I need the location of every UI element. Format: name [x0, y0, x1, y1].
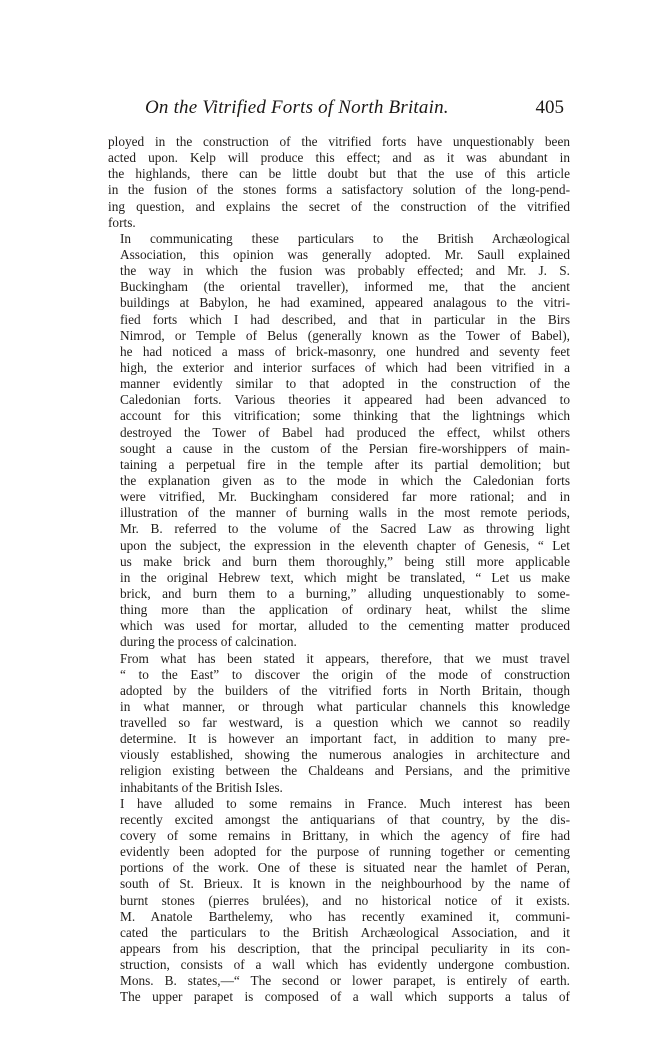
text-line: fied forts which I had described, and that in particular in the Birs	[120, 311, 570, 327]
text-line: buildings at Babylon, he had examined, appeared analagous to the vitri-	[120, 295, 570, 311]
text-line: manner evidently similar to that adopted in the construction of the	[120, 376, 570, 392]
text-line: recently excited amongst the antiquarians of that country, by the dis-	[120, 811, 570, 827]
text-line: illustration of the manner of burning walls in the most remote periods,	[120, 505, 570, 521]
text-line: destroyed the Tower of Babel had produced the effect, whilst others	[120, 424, 570, 440]
text-line: cated the particulars to the British Archæological Association, and it	[120, 924, 570, 940]
text-line: I have alluded to some remains in France. Much interest has been	[120, 795, 570, 811]
running-header	[108, 97, 570, 127]
paragraph-3	[108, 651, 570, 796]
paragraph-2	[108, 231, 570, 651]
text-line: Mr. B. referred to the volume of the Sacred Law as throwing light	[120, 521, 570, 537]
text-line: inhabitants of the British Isles.	[120, 779, 283, 795]
text-line: Nimrod, or Temple of Belus (generally known as the Tower of Babel),	[120, 327, 570, 343]
text-line: which was used for mortar, alluded to the cementing matter produced	[120, 618, 570, 634]
text-line: struction, consists of a wall which has evidently undergone combustion.	[120, 957, 570, 973]
text-line: in the original Hebrew text, which might be translated, “ Let us make	[120, 569, 570, 585]
text-line: Mons. B. states,—“ The second or lower parapet, is entirely of earth.	[120, 973, 570, 989]
text-line: M. Anatole Barthelemy, who has recently examined it, communi-	[120, 908, 570, 924]
body-text	[108, 134, 570, 1005]
text-line: the way in which the fusion was probably effected; and Mr. J. S.	[120, 263, 570, 279]
text-line: burnt stones (pierres brulées), and no historical notice of it exists.	[120, 892, 570, 908]
text-line: viously established, showing the numerous analogies in architecture and	[120, 747, 570, 763]
text-line: brick, and burn them to a burning,” alluding unquestionably to some-	[120, 585, 570, 601]
paragraph-4	[108, 796, 570, 1006]
text-line: acted upon. Kelp will produce this effect; and as it was abundant in	[108, 150, 570, 166]
text-line: the highlands, there can be little doubt but that the use of this article	[108, 166, 570, 182]
text-line: Association, this opinion was generally adopted. Mr. Saull explained	[120, 246, 570, 262]
running-title: On the Vitrified Forts of North Britain.	[145, 97, 449, 118]
text-line: the explanation given as to the mode in which the Caledonian forts	[120, 472, 570, 488]
text-line: travelled so far westward, is a question which we cannot so readily	[120, 715, 570, 731]
text-line: taining a perpetual fire in the temple after its partial demolition; but	[120, 456, 570, 472]
text-line: upon the subject, the expression in the eleventh chapter of Genesis, “ Let	[120, 537, 570, 553]
text-line: religion existing between the Chaldeans and Persians, and the primitive	[120, 763, 570, 779]
text-line: thing more than the application of ordinary heat, whilst the slime	[120, 602, 570, 618]
text-line: in what manner, or through what particular channels this knowledge	[120, 698, 570, 714]
text-line: he had noticed a mass of brick-masonry, one hundred and seventy feet	[120, 343, 570, 359]
paragraph-1	[108, 134, 570, 231]
text-line: in the fusion of the stones forms a satisfactory solution of the long-pend-	[108, 182, 570, 198]
text-line: adopted by the builders of the vitrified forts in North Britain, though	[120, 682, 570, 698]
text-line: covery of some remains in Brittany, in which the agency of fire had	[120, 828, 570, 844]
text-line: account for this vitrification; some thinking that the lightnings which	[120, 408, 570, 424]
text-line: Buckingham (the oriental traveller), informed me, that the ancient	[120, 279, 570, 295]
text-line: In communicating these particulars to the British Archæological	[120, 230, 570, 246]
text-line: sought a cause in the custom of the Persian fire-worshippers of main-	[120, 440, 570, 456]
text-line: were vitrified, Mr. Buckingham considered far more rational; and in	[120, 489, 570, 505]
text-line: forts.	[108, 214, 136, 230]
text-line: appears from his description, that the principal peculiarity in its con-	[120, 941, 570, 957]
text-line: evidently been adopted for the purpose of running together or cementing	[120, 844, 570, 860]
text-line: Caledonian forts. Various theories it appeared had been advanced to	[120, 392, 570, 408]
text-line: south of St. Brieux. It is known in the neighbourhood by the name of	[120, 876, 570, 892]
text-line: us make brick and burn them thoroughly,” being still more applicable	[120, 553, 570, 569]
text-line: The upper parapet is composed of a wall which supports a talus of	[120, 989, 570, 1005]
text-line: determine. It is however an important fact, in addition to many pre-	[120, 731, 570, 747]
text-line: high, the exterior and interior surfaces of which had been vitrified in a	[120, 359, 570, 375]
page-number: 405	[535, 97, 564, 118]
text-line: From what has been stated it appears, therefore, that we must travel	[120, 650, 570, 666]
text-line: during the process of calcination.	[120, 634, 297, 650]
text-line: ployed in the construction of the vitrified forts have unquestionably been	[108, 134, 570, 149]
text-line: ing question, and explains the secret of the construction of the vitrified	[108, 198, 570, 214]
text-line: “ to the East” to discover the origin of the mode of construction	[120, 666, 570, 682]
text-line: portions of the work. One of these is situated near the hamlet of Peran,	[120, 860, 570, 876]
